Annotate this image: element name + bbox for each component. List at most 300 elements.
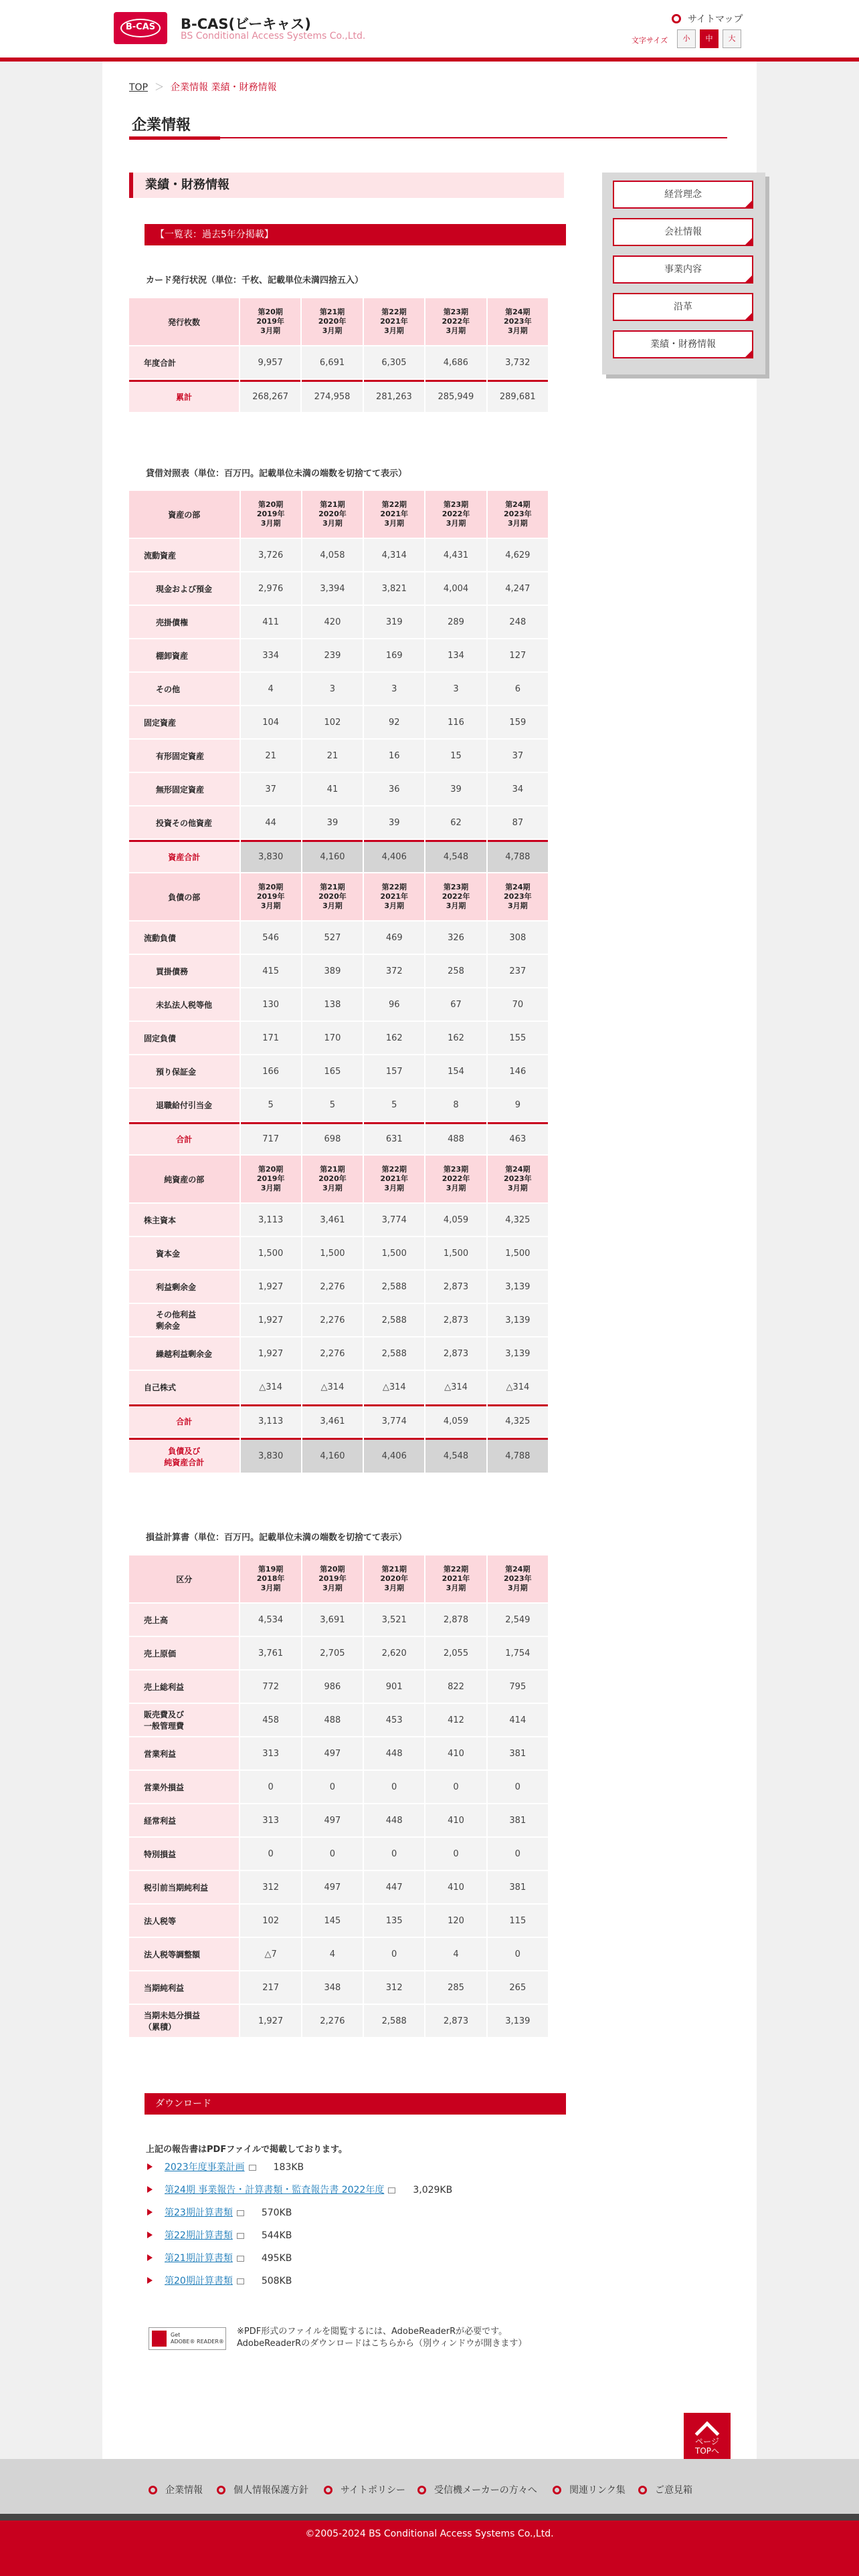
row-label: 預り保証金 (129, 1055, 240, 1087)
footer-link-feedback[interactable] (638, 2483, 692, 2496)
value-cell: 3,821 (364, 572, 424, 605)
value-cell: 497 (302, 1804, 363, 1836)
value-cell: 6 (488, 673, 548, 705)
row-label: 特別損益 (129, 1838, 239, 1870)
row-label: 年度合計 (129, 346, 239, 379)
download-link[interactable]: 第20期計算書類 (165, 2276, 233, 2286)
file-size: 3,029KB (413, 2185, 453, 2195)
brand-name[interactable]: B-CAS(ビーキャス) (181, 16, 311, 32)
value-cell: 157 (364, 1055, 424, 1087)
value-cell: 239 (302, 639, 363, 671)
table-row (129, 1404, 548, 1436)
value-cell: 448 (364, 1737, 424, 1769)
value-cell: 986 (302, 1671, 363, 1703)
main-container (102, 62, 757, 2459)
table-row (129, 840, 548, 872)
value-cell: △314 (488, 1371, 548, 1403)
download-link[interactable]: 第24期 事業報告・計算書類・監査報告書 2022年度 (165, 2185, 385, 2195)
value-cell: 2,873 (425, 1337, 486, 1370)
sidebar-item-history[interactable] (613, 293, 753, 321)
table-row (129, 988, 548, 1021)
font-size-medium-button[interactable]: 中 (700, 29, 719, 48)
period-header-cell: 第20期 2019年 3月期 (241, 491, 301, 538)
row-label: 固定負債 (129, 1022, 240, 1054)
breadcrumb (129, 80, 276, 94)
table-row (129, 572, 548, 605)
footer-link-privacy[interactable] (217, 2483, 308, 2496)
row-label: その他利益 剰余金 (129, 1304, 240, 1336)
table-row (129, 673, 548, 705)
value-cell: 39 (364, 807, 424, 839)
value-cell: 2,705 (302, 1637, 363, 1669)
value-cell: 4,431 (425, 539, 486, 571)
footer-link-label: 個人情報保護方針 (233, 2485, 308, 2496)
value-cell: 381 (488, 1737, 548, 1769)
value-cell: 410 (425, 1737, 486, 1769)
value-cell: 4,788 (488, 840, 548, 872)
value-cell: 3,761 (240, 1637, 300, 1669)
value-cell: 308 (488, 922, 548, 954)
value-cell: 3,113 (241, 1204, 301, 1236)
download-bar: ダウンロード (145, 2093, 566, 2115)
value-cell: 312 (240, 1871, 300, 1903)
pl-table-caption: 損益計算書（単位：百万円。記載単位未満の端数を切捨てて表示） (146, 1533, 407, 1543)
file-size: 544KB (261, 2230, 292, 2241)
value-cell: 410 (425, 1804, 486, 1836)
value-cell: 4 (241, 673, 301, 705)
value-cell: 96 (364, 988, 424, 1021)
period-header-cell: 第20期 2019年 3月期 (302, 1555, 363, 1602)
sitemap-label: サイトマップ (688, 14, 743, 25)
download-link[interactable]: 第22期計算書類 (165, 2230, 233, 2241)
value-cell: 145 (302, 1905, 363, 1937)
period-header-cell: 第22期 2021年 3月期 (364, 298, 424, 345)
value-cell: 37 (488, 740, 548, 772)
value-cell: △7 (240, 1938, 300, 1970)
value-cell: 4,160 (302, 1438, 363, 1473)
value-cell: 3,139 (488, 2005, 548, 2037)
row-label: 営業利益 (129, 1737, 239, 1769)
external-window-icon (237, 2210, 244, 2216)
value-cell: 104 (241, 706, 301, 738)
table-row (129, 1871, 548, 1903)
value-cell: 2,055 (425, 1637, 486, 1669)
card-table-caption: カード発行状況（単位：千枚、記載単位未満四捨五入） (146, 276, 364, 286)
value-cell: 34 (488, 773, 548, 805)
value-cell: 348 (302, 1971, 363, 2004)
row-label: 未払法人税等他 (129, 988, 240, 1021)
value-cell: 372 (364, 955, 424, 987)
value-cell: 166 (241, 1055, 301, 1087)
font-size-small-button[interactable]: 小 (677, 29, 696, 48)
row-label: 繰越利益剰余金 (129, 1337, 240, 1370)
value-cell: 3,774 (364, 1404, 424, 1436)
external-window-icon (388, 2187, 395, 2193)
corner-triangle-icon (744, 312, 753, 321)
row-label: 負債及び 純資産合計 (129, 1438, 240, 1473)
value-cell: 4,406 (364, 1438, 424, 1473)
value-cell: 3,691 (302, 1604, 363, 1636)
value-cell: 2,549 (488, 1604, 548, 1636)
row-label: 資産合計 (129, 840, 240, 872)
value-cell: 4,325 (488, 1404, 548, 1436)
row-label: 無形固定資産 (129, 773, 240, 805)
arrow-right-icon (147, 2209, 153, 2216)
table-row (129, 2005, 548, 2037)
breadcrumb-separator: ＞ (155, 82, 165, 93)
value-cell: 6,305 (364, 346, 424, 379)
bcas-logo[interactable] (114, 12, 167, 44)
value-cell: 5 (241, 1089, 301, 1121)
circle-bullet-icon (553, 2486, 561, 2494)
value-cell: 0 (425, 1771, 486, 1803)
value-cell: 154 (425, 1055, 486, 1087)
sidebar-item-label: 業績・財務情報 (650, 339, 716, 350)
download-item (147, 2274, 452, 2296)
value-cell: 2,588 (364, 1304, 424, 1336)
value-cell: 3,774 (364, 1204, 424, 1236)
footer-link-label: ご意見箱 (655, 2485, 692, 2496)
value-cell: 2,976 (241, 572, 301, 605)
table-row (129, 1089, 548, 1121)
file-size: 495KB (261, 2253, 292, 2264)
value-cell: 313 (240, 1737, 300, 1769)
period-header-cell: 第24期 2023年 3月期 (488, 873, 548, 920)
footer-link-manufacturers[interactable] (417, 2483, 537, 2496)
value-cell: 1,927 (241, 1271, 301, 1303)
table-row (129, 1371, 548, 1403)
period-header-cell: 第22期 2021年 3月期 (425, 1555, 486, 1602)
row-label: 株主資本 (129, 1204, 240, 1236)
row-label: 売上総利益 (129, 1671, 239, 1703)
value-cell: 258 (425, 955, 486, 987)
external-window-icon (249, 2165, 256, 2171)
table-row (129, 380, 548, 412)
value-cell: 289,681 (488, 380, 548, 412)
sidebar-menu (602, 173, 765, 374)
value-cell: 138 (302, 988, 363, 1021)
value-cell: 6,691 (302, 346, 362, 379)
download-item (147, 2251, 452, 2274)
value-cell: 458 (240, 1704, 300, 1736)
file-size: 183KB (273, 2162, 304, 2173)
sidebar-item-philosophy[interactable] (613, 181, 753, 209)
value-cell: 127 (488, 639, 548, 671)
row-label: 営業外損益 (129, 1771, 239, 1803)
period-header-cell: 第23期 2022年 3月期 (425, 1156, 486, 1202)
corner-triangle-icon (744, 274, 753, 284)
value-cell: 67 (425, 988, 486, 1021)
arrow-right-icon (147, 2163, 153, 2170)
value-cell: 41 (302, 773, 363, 805)
value-cell: 169 (364, 639, 424, 671)
value-cell: 2,276 (302, 1271, 363, 1303)
period-header-cell: 第24期 2023年 3月期 (488, 491, 548, 538)
file-size: 508KB (261, 2276, 292, 2286)
table-row (129, 955, 548, 987)
sidebar-item-label: 経営理念 (664, 189, 702, 200)
value-cell: 237 (488, 955, 548, 987)
row-label: 売掛債権 (129, 606, 240, 638)
page-top-button[interactable] (684, 2413, 731, 2460)
period-header-cell: 第23期 2022年 3月期 (425, 491, 486, 538)
value-cell: 448 (364, 1804, 424, 1836)
value-cell: 70 (488, 988, 548, 1021)
adobe-note (237, 2326, 527, 2350)
circle-bullet-icon (217, 2486, 225, 2494)
table-row (129, 1304, 548, 1336)
value-cell: 162 (364, 1022, 424, 1054)
value-cell: 36 (364, 773, 424, 805)
value-cell: 3,461 (302, 1404, 363, 1436)
value-cell: 21 (302, 740, 363, 772)
table-row (129, 1438, 548, 1473)
card-issuance-table (128, 297, 549, 413)
value-cell: 2,873 (425, 1304, 486, 1336)
row-label: 販売費及び 一般管理費 (129, 1704, 239, 1736)
value-cell: 415 (241, 955, 301, 987)
period-header-cell: 第20期 2019年 3月期 (240, 298, 300, 345)
row-label: 利益剰余金 (129, 1271, 240, 1303)
row-header-cell: 負債の部 (129, 873, 240, 920)
bs-table-caption: 貸借対照表（単位：百万円。記載単位未満の端数を切捨てて表示） (146, 469, 407, 479)
copyright: ©2005-2024 BS Conditional Access Systems Co.,Ltd. (0, 2520, 859, 2576)
footer-link-company[interactable] (149, 2483, 203, 2496)
value-cell: 268,267 (240, 380, 300, 412)
site-header (0, 0, 859, 62)
font-size-large-button[interactable]: 大 (723, 29, 741, 48)
value-cell: 2,276 (302, 1337, 363, 1370)
value-cell: 165 (302, 1055, 363, 1087)
value-cell: 1,500 (302, 1237, 363, 1269)
footer-link-related[interactable] (553, 2483, 626, 2496)
row-label: 退職給付引当金 (129, 1089, 240, 1121)
sitemap-link[interactable] (672, 12, 743, 25)
value-cell: 3 (425, 673, 486, 705)
table-row (129, 606, 548, 638)
value-cell: 411 (241, 606, 301, 638)
value-cell: 39 (302, 807, 363, 839)
value-cell: 16 (364, 740, 424, 772)
value-cell: 334 (241, 639, 301, 671)
footer-nav (0, 2459, 859, 2514)
row-label: 棚卸資産 (129, 639, 240, 671)
sidebar-item-business[interactable] (613, 255, 753, 284)
table-row (129, 807, 548, 839)
period-header-cell: 第21期 2020年 3月期 (302, 491, 363, 538)
value-cell: 4,160 (302, 840, 363, 872)
value-cell: 3,394 (302, 572, 363, 605)
external-window-icon (237, 2278, 244, 2284)
value-cell: 488 (302, 1704, 363, 1736)
period-header-cell: 第20期 2019年 3月期 (241, 1156, 301, 1202)
value-cell: 0 (302, 1771, 363, 1803)
period-header-cell: 第23期 2022年 3月期 (425, 298, 486, 345)
value-cell: 412 (425, 1704, 486, 1736)
value-cell: 497 (302, 1871, 363, 1903)
value-cell: 116 (425, 706, 486, 738)
table-row (129, 706, 548, 738)
sidebar-item-label: 沿革 (674, 302, 692, 312)
value-cell: 5 (302, 1089, 363, 1121)
value-cell: 3,830 (241, 840, 301, 872)
period-header-cell: 第24期 2023年 3月期 (488, 1156, 548, 1202)
value-cell: 0 (364, 1771, 424, 1803)
row-label: 流動負債 (129, 922, 240, 954)
value-cell: 3,139 (488, 1271, 548, 1303)
row-label: 法人税等 (129, 1905, 239, 1937)
value-cell: 4,058 (302, 539, 363, 571)
value-cell: 1,500 (241, 1237, 301, 1269)
footer-link-label: 関連リンク集 (569, 2485, 626, 2496)
logo-text: B-CAS (125, 22, 156, 32)
value-cell: 4,548 (425, 1438, 486, 1473)
period-header-cell: 第22期 2021年 3月期 (364, 491, 424, 538)
value-cell: 4,004 (425, 572, 486, 605)
value-cell: 285 (425, 1971, 486, 2004)
row-label: 自己株式 (129, 1371, 240, 1403)
value-cell: 0 (364, 1838, 424, 1870)
value-cell: 4,534 (240, 1604, 300, 1636)
value-cell: 39 (425, 773, 486, 805)
table-header-row (129, 491, 548, 538)
table-header-row (129, 1555, 548, 1602)
value-cell: 3,461 (302, 1204, 363, 1236)
row-header-cell: 区分 (129, 1555, 239, 1602)
value-cell: 3,139 (488, 1304, 548, 1336)
value-cell: △314 (241, 1371, 301, 1403)
circle-bullet-icon (638, 2486, 647, 2494)
value-cell: 120 (425, 1905, 486, 1937)
value-cell: 822 (425, 1671, 486, 1703)
row-label: 当期未処分損益 （累積） (129, 2005, 239, 2037)
row-label: 流動資産 (129, 539, 240, 571)
circle-bullet-icon (672, 14, 681, 23)
arrow-right-icon (147, 2277, 153, 2284)
value-cell: 2,588 (364, 1337, 424, 1370)
adobe-reader-badge[interactable] (149, 2327, 226, 2350)
download-link[interactable]: 第23期計算書類 (165, 2208, 233, 2218)
footer-divider (0, 2514, 859, 2520)
row-label: 法人税等調整額 (129, 1938, 239, 1970)
value-cell: 312 (364, 1971, 424, 2004)
adobe-note-line2: AdobeReaderRのダウンロードはこちらから（別ウィンドウが開きます） (237, 2339, 527, 2349)
row-label: 現金および預金 (129, 572, 240, 605)
sidebar-item-company-info[interactable] (613, 218, 753, 246)
value-cell: 4,059 (425, 1404, 486, 1436)
income-statement-table (128, 1554, 549, 2038)
value-cell: 3,726 (241, 539, 301, 571)
value-cell: 0 (488, 1838, 548, 1870)
download-link[interactable]: 第21期計算書類 (165, 2253, 233, 2264)
value-cell: 274,958 (302, 380, 362, 412)
value-cell: 15 (425, 740, 486, 772)
download-link[interactable]: 2023年度事業計画 (165, 2162, 245, 2173)
value-cell: 285,949 (425, 380, 486, 412)
value-cell: 135 (364, 1905, 424, 1937)
value-cell: 217 (240, 1971, 300, 2004)
value-cell: 21 (241, 740, 301, 772)
value-cell: 265 (488, 1971, 548, 2004)
value-cell: △314 (302, 1371, 363, 1403)
value-cell: 389 (302, 955, 363, 987)
corner-triangle-icon (744, 199, 753, 209)
circle-bullet-icon (417, 2486, 426, 2494)
value-cell: 2,873 (425, 2005, 486, 2037)
value-cell: 319 (364, 606, 424, 638)
value-cell: 4,548 (425, 840, 486, 872)
table-row (129, 773, 548, 805)
value-cell: 4,325 (488, 1204, 548, 1236)
external-window-icon (237, 2256, 244, 2262)
table-row (129, 1337, 548, 1370)
breadcrumb-top-link[interactable]: TOP (129, 82, 149, 93)
table-row (129, 1022, 548, 1054)
table-row (129, 1671, 548, 1703)
value-cell: 488 (425, 1122, 486, 1154)
download-list (147, 2160, 452, 2296)
value-cell: 248 (488, 606, 548, 638)
value-cell: 4 (425, 1938, 486, 1970)
arrow-right-icon (147, 2186, 153, 2193)
table-row (129, 1938, 548, 1970)
value-cell: 497 (302, 1737, 363, 1769)
row-label: 経常利益 (129, 1804, 239, 1836)
value-cell: 2,588 (364, 2005, 424, 2037)
value-cell: 1,927 (241, 1337, 301, 1370)
footer-link-site-policy[interactable] (324, 2483, 405, 2496)
value-cell: 772 (240, 1671, 300, 1703)
row-header-cell: 発行枚数 (129, 298, 239, 345)
value-cell: 162 (425, 1022, 486, 1054)
table-row (129, 1838, 548, 1870)
value-cell: 4,629 (488, 539, 548, 571)
row-label: 投資その他資産 (129, 807, 240, 839)
value-cell: 698 (302, 1122, 363, 1154)
row-label: 資本金 (129, 1237, 240, 1269)
summary-bar: 【一覧表：過去5年分掲載】 (145, 224, 566, 245)
adobe-note-line1: ※PDF形式のファイルを閲覧するには、AdobeReaderRが必要です。 (237, 2327, 508, 2337)
sidebar-item-financials[interactable] (613, 330, 753, 358)
footer-link-label: サイトポリシー (341, 2485, 406, 2496)
table-row (129, 1971, 548, 2004)
table-row (129, 922, 548, 954)
value-cell: 2,588 (364, 1271, 424, 1303)
value-cell: 155 (488, 1022, 548, 1054)
row-label: 売上原価 (129, 1637, 239, 1669)
row-label: 合計 (129, 1404, 240, 1436)
value-cell: 381 (488, 1804, 548, 1836)
value-cell: 313 (240, 1804, 300, 1836)
period-header-cell: 第21期 2020年 3月期 (302, 1156, 363, 1202)
value-cell: 0 (364, 1938, 424, 1970)
value-cell: 3,139 (488, 1337, 548, 1370)
external-window-icon (237, 2233, 244, 2239)
period-header-cell: 第21期 2020年 3月期 (364, 1555, 424, 1602)
row-label: 合計 (129, 1122, 240, 1154)
value-cell: 410 (425, 1871, 486, 1903)
circle-bullet-icon (324, 2486, 332, 2494)
value-cell: 0 (488, 1938, 548, 1970)
sidebar-item-label: 会社情報 (664, 227, 702, 237)
value-cell: 3,521 (364, 1604, 424, 1636)
value-cell: 4,314 (364, 539, 424, 571)
table-row (129, 1737, 548, 1769)
table-row (129, 639, 548, 671)
value-cell: 420 (302, 606, 363, 638)
period-header-cell: 第24期 2023年 3月期 (488, 298, 548, 345)
value-cell: △314 (425, 1371, 486, 1403)
